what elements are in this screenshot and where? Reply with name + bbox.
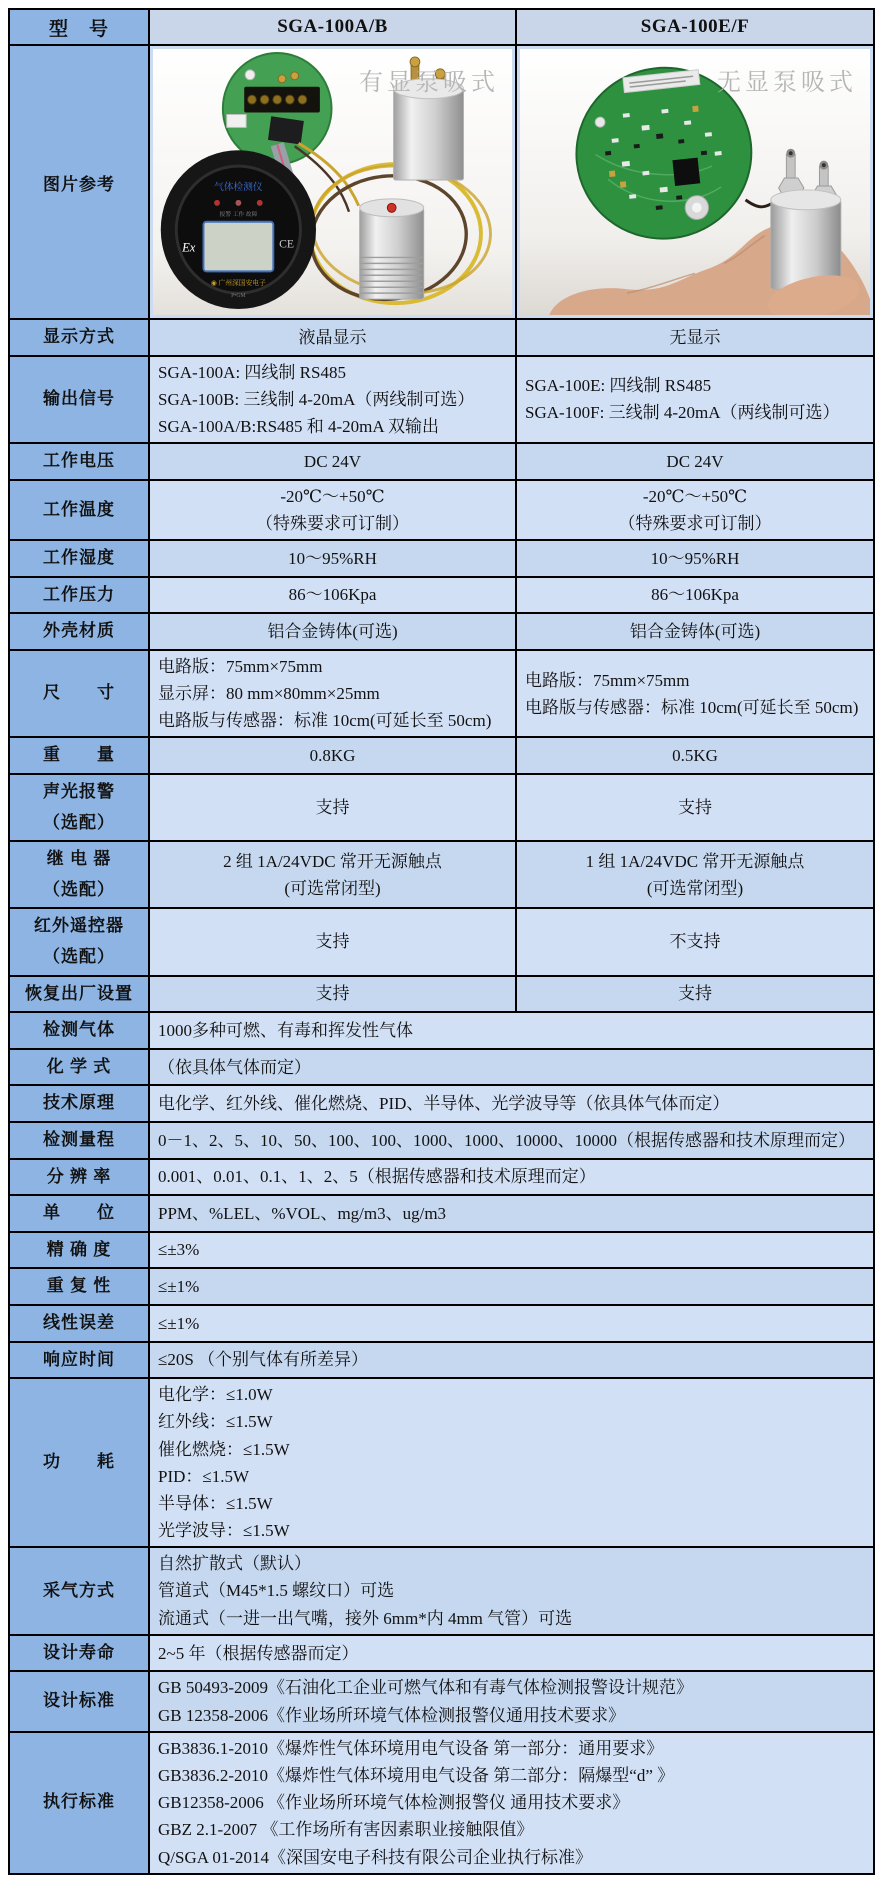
row-value: 86～106Kpa xyxy=(517,578,873,613)
row-label: 精 确 度 xyxy=(10,1233,150,1268)
row-value: 0.5KG xyxy=(517,738,873,773)
svg-text:气体检测仪: 气体检测仪 xyxy=(214,181,263,193)
row-label: 线性误差 xyxy=(10,1306,150,1341)
row-label: 显示方式 xyxy=(10,320,150,355)
photo-watermark-left: 有显泵吸式 xyxy=(359,69,499,96)
row-value: 2 组 1A/24VDC 常开无源触点 (可选常闭型) xyxy=(150,842,517,907)
spec-row xyxy=(10,444,873,481)
row-label: 响应时间 xyxy=(10,1343,150,1378)
row-value: -20℃～+50℃ （特殊要求可订制） xyxy=(150,481,517,539)
spec-row xyxy=(10,320,873,357)
row-value: ≤20S （个别气体有所差异） xyxy=(150,1343,873,1378)
svg-text:Ex: Ex xyxy=(182,240,196,255)
spec-row xyxy=(10,1196,873,1233)
row-value: DC 24V xyxy=(517,444,873,479)
photo-cell-sga100ef xyxy=(517,46,873,318)
row-value: 电化学、红外线、催化燃烧、PID、半导体、光学波导等（依具体气体而定） xyxy=(150,1086,873,1121)
spec-row xyxy=(10,1379,873,1548)
spec-row xyxy=(10,1306,873,1343)
row-value: 液晶显示 xyxy=(150,320,517,355)
row-value: 铝合金铸体(可选) xyxy=(150,614,517,649)
row-value: 0－1、2、5、10、50、100、100、1000、1000、10000、10000（根据传感器和技术原理而定） xyxy=(150,1123,873,1158)
image-reference-row xyxy=(10,46,873,320)
spec-row xyxy=(10,1160,873,1197)
row-label: 分 辨 率 xyxy=(10,1160,150,1195)
row-value: ≤±3% xyxy=(150,1233,873,1268)
row-value: 86～106Kpa xyxy=(150,578,517,613)
spec-rows xyxy=(10,320,873,1873)
spec-row xyxy=(10,1233,873,1270)
row-value: 铝合金铸体(可选) xyxy=(517,614,873,649)
spec-row xyxy=(10,1269,873,1306)
row-label: 声光报警 （选配） xyxy=(10,775,150,840)
row-value: 1000多种可燃、有毒和挥发性气体 xyxy=(150,1013,873,1048)
svg-text:报警 工作 故障: 报警 工作 故障 xyxy=(219,211,258,218)
spec-row xyxy=(10,738,873,775)
row-label: 工作压力 xyxy=(10,578,150,613)
row-value: 支持 xyxy=(517,775,873,840)
ribbed-sensor-illustration xyxy=(360,199,424,299)
spec-row xyxy=(10,1636,873,1673)
row-label: 技术原理 xyxy=(10,1086,150,1121)
row-label: 设计寿命 xyxy=(10,1636,150,1671)
row-value: GB 50493-2009《石油化工企业可燃气体和有毒气体检测报警设计规范》 GB 12358-2006《作业场所环境气体检测报警仪通用技术要求》 xyxy=(150,1672,873,1730)
spec-row xyxy=(10,909,873,976)
spec-row xyxy=(10,578,873,615)
row-value: SGA-100E: 四线制 RS485 SGA-100F: 三线制 4-20mA（两线制可选） xyxy=(517,357,873,443)
row-value: （依具体气体而定） xyxy=(150,1050,873,1085)
row-value: 自然扩散式（默认） 管道式（M45*1.5 螺纹口）可选 流通式（一进一出气嘴，接外 6mm*内 4mm 气管）可选 xyxy=(150,1548,873,1634)
row-label: 输出信号 xyxy=(10,357,150,443)
row-value: 无显示 xyxy=(517,320,873,355)
spec-row xyxy=(10,775,873,842)
row-value: -20℃～+50℃ （特殊要求可订制） xyxy=(517,481,873,539)
spec-row xyxy=(10,481,873,541)
row-label: 功 耗 xyxy=(10,1379,150,1546)
row-value: PPM、%LEL、%VOL、mg/m3、ug/m3 xyxy=(150,1196,873,1231)
photo-watermark-right: 无显泵吸式 xyxy=(717,69,857,96)
row-value: ≤±1% xyxy=(150,1306,873,1341)
row-label: 工作电压 xyxy=(10,444,150,479)
spec-row xyxy=(10,1733,873,1873)
row-value: GB3836.1-2010《爆炸性气体环境用电气设备 第一部分：通用要求》 GB3836.2-2010《爆炸性气体环境用电气设备 第二部分：隔爆型“d” 》 GB12358-2006 《作业场所环境气体检测报警仪 通用技术要求》 GBZ 2.1-2007 《工作场所有害因素职业接触限值》 Q/SGA 01-2014《深国安电子科技有限公司企业执行标准》 xyxy=(150,1733,873,1873)
spec-row xyxy=(10,1548,873,1636)
row-value: 支持 xyxy=(150,909,517,974)
row-value: 支持 xyxy=(150,775,517,840)
header-model-sga100ef: SGA-100E/F xyxy=(517,10,873,44)
spec-row xyxy=(10,977,873,1014)
row-label: 检测气体 xyxy=(10,1013,150,1048)
row-value: 10～95%RH xyxy=(517,541,873,576)
row-label: 重 量 xyxy=(10,738,150,773)
row-label: 工作温度 xyxy=(10,481,150,539)
spec-row xyxy=(10,357,873,445)
row-label: 继 电 器 （选配） xyxy=(10,842,150,907)
row-value: SGA-100A: 四线制 RS485 SGA-100B: 三线制 4-20mA（两线制可选） SGA-100A/B:RS485 和 4-20mA 双输出 xyxy=(150,357,517,443)
spec-row xyxy=(10,1086,873,1123)
row-value: 支持 xyxy=(517,977,873,1012)
svg-text:P•GM: P•GM xyxy=(231,293,246,300)
row-label: 检测量程 xyxy=(10,1123,150,1158)
row-value: 1 组 1A/24VDC 常开无源触点 (可选常闭型) xyxy=(517,842,873,907)
row-label: 外壳材质 xyxy=(10,614,150,649)
table-header-row xyxy=(10,10,873,46)
spec-row xyxy=(10,614,873,651)
spec-row xyxy=(10,842,873,909)
spec-row xyxy=(10,1123,873,1160)
spec-row xyxy=(10,1050,873,1087)
svg-text:CE: CE xyxy=(279,237,295,251)
row-value: 0.8KG xyxy=(150,738,517,773)
row-value: 电化学：≤1.0W 红外线：≤1.5W 催化燃烧：≤1.5W PID：≤1.5W 半导体：≤1.5W 光学波导：≤1.5W xyxy=(150,1379,873,1546)
row-label: 单 位 xyxy=(10,1196,150,1231)
row-value: 0.001、0.01、0.1、1、2、5（根据传感器和技术原理而定） xyxy=(150,1160,873,1195)
row-label: 尺 寸 xyxy=(10,651,150,737)
row-label: 设计标准 xyxy=(10,1672,150,1730)
row-label: 重 复 性 xyxy=(10,1269,150,1304)
spec-row xyxy=(10,1013,873,1050)
row-value: 不支持 xyxy=(517,909,873,974)
spec-row xyxy=(10,1343,873,1380)
row-label: 恢复出厂设置 xyxy=(10,977,150,1012)
header-model-label: 型 号 xyxy=(10,10,150,44)
row-label: 红外遥控器 （选配） xyxy=(10,909,150,974)
spec-row xyxy=(10,1672,873,1732)
row-value: 10～95%RH xyxy=(150,541,517,576)
row-label: 图片参考 xyxy=(10,46,150,318)
row-label: 化 学 式 xyxy=(10,1050,150,1085)
row-label: 工作湿度 xyxy=(10,541,150,576)
header-model-sga100ab: SGA-100A/B xyxy=(150,10,517,44)
row-value: DC 24V xyxy=(150,444,517,479)
spec-row xyxy=(10,651,873,739)
row-value: 电路版：75mm×75mm 电路版与传感器：标准 10cm(可延长至 50cm) xyxy=(517,651,873,737)
detector-head-illustration xyxy=(161,150,316,309)
photo-cell-sga100ab xyxy=(150,46,517,318)
svg-text:◉ 广州深国安电子: ◉ 广州深国安电子 xyxy=(210,280,266,288)
spec-sheet xyxy=(8,8,875,1875)
row-value: ≤±1% xyxy=(150,1269,873,1304)
row-label: 执行标准 xyxy=(10,1733,150,1873)
row-value: 电路版：75mm×75mm 显示屏：80 mm×80mm×25mm 电路版与传感器：标准 10cm(可延长至 50cm) xyxy=(150,651,517,737)
row-value: 2~5 年（根据传感器而定） xyxy=(150,1636,873,1671)
row-label: 采气方式 xyxy=(10,1548,150,1634)
spec-row xyxy=(10,541,873,578)
row-value: 支持 xyxy=(150,977,517,1012)
